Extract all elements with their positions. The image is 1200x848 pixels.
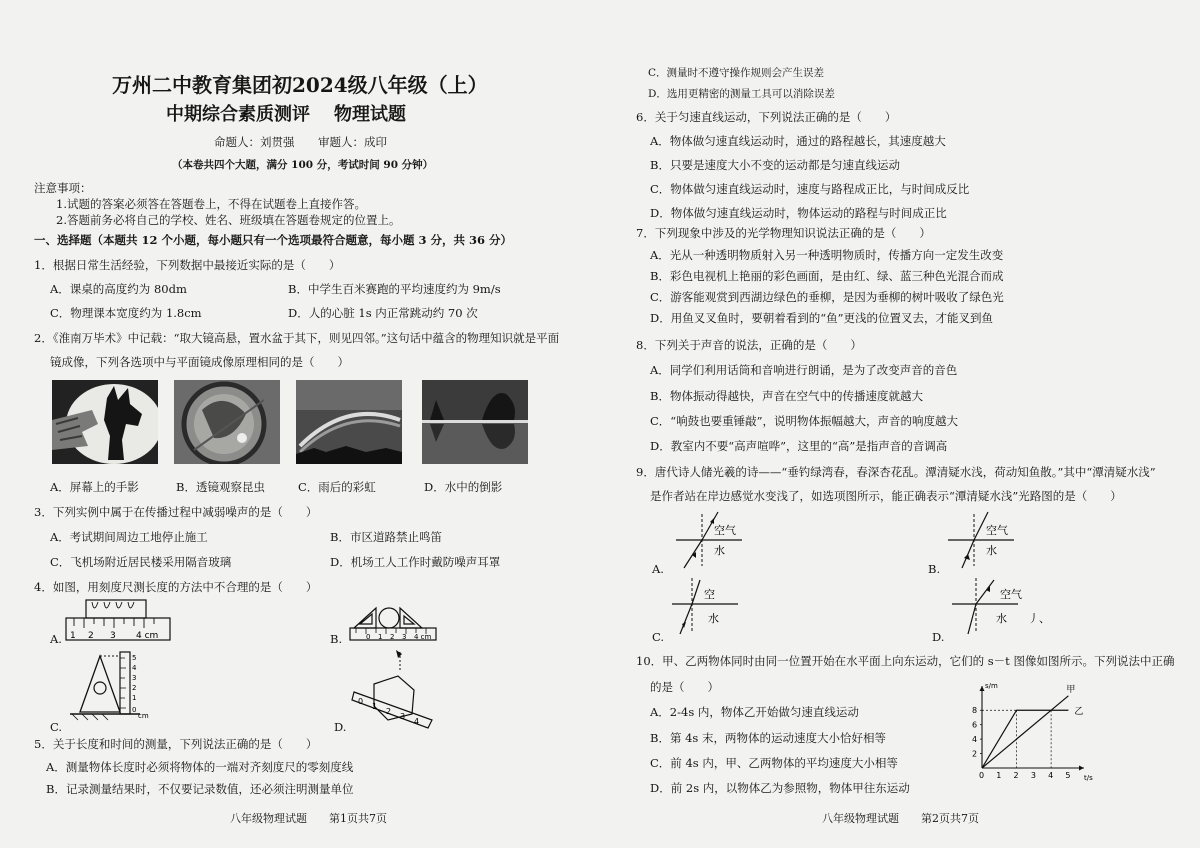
- question-9-stem-cont: 是作者站在岸边感觉水变浅了，如选项图所示，能正确表示“潭清疑水浅”光路图的是（ ）: [650, 489, 1122, 503]
- note-item: 1.试题的答案必须答在答题卷上，不得在试题卷上直接作答。: [56, 197, 366, 211]
- q10-option-d: D．前 2s 内，以物体乙为参照物，物体甲往东运动: [650, 781, 910, 795]
- q7-option-b: B．彩色电视机上艳丽的彩色画面，是由红、绿、蓝三种色光混合而成: [650, 269, 1004, 283]
- air-label: 空气: [1000, 588, 1022, 601]
- ruler-tick-label: 3: [132, 674, 137, 682]
- ruler-tick-label: 5: [132, 654, 137, 662]
- q4-option-c: C.: [50, 720, 63, 734]
- water-label: 水: [986, 544, 997, 557]
- ruler-tick-label: 0: [132, 706, 137, 714]
- q9-option-c: C.: [652, 630, 665, 644]
- question-9-stem: 9．唐代诗人储光羲的诗——“垂钓绿湾春，春深杏花乱。潭清疑水浅，荷动知鱼散。”其中“潭清疑水浅”: [636, 465, 1156, 479]
- exam-title-line1: 万州二中教育集团初2024级八年级（上）: [112, 73, 488, 97]
- q1-option-b: B．中学生百米赛跑的平均速度约为 9m/s: [288, 282, 501, 296]
- q4-option-b: B.: [330, 632, 343, 646]
- q7-option-d: D．用鱼叉叉鱼时，要朝着看到的“鱼”更浅的位置叉去，才能叉到鱼: [650, 311, 993, 325]
- q1-option-a: A．课桌的高度约为 80dm: [50, 282, 187, 296]
- ruler-tick-label: 2: [88, 631, 94, 641]
- question-6-stem: 6．关于匀速直线运动，下列说法正确的是（ ）: [636, 110, 897, 124]
- q9-option-b: B.: [928, 562, 941, 576]
- q2-option-c: C．雨后的彩虹: [298, 480, 376, 494]
- exam-title-line2: 中期综合素质测评: [166, 104, 310, 125]
- light-path-diagram-c: [666, 576, 746, 640]
- q8-option-b: B．物体振动得越快，声音在空气中的传播速度就越大: [650, 389, 923, 403]
- ruler-tick-label: 4 cm: [136, 631, 159, 641]
- q7-option-a: A．光从一种透明物质射入另一种透明物质时，传播方向一定发生改变: [650, 248, 1004, 262]
- x-tick-label: 0: [979, 771, 985, 780]
- handwritten-mark: 丿、: [1028, 612, 1050, 625]
- q5-option-c: C．测量时不遵守操作规则会产生误差: [648, 67, 825, 79]
- author-line: 命题人：刘贯强: [214, 135, 295, 149]
- ruler-tick-label: 3: [110, 631, 116, 641]
- y-tick-label: 8: [972, 706, 978, 716]
- question-2-stem-cont: 镜成像，下列各选项中与平面镜成像原理相同的是（ ）: [50, 355, 349, 369]
- section-heading: 一、选择题（本题共 12 个小题，每小题只有一个选项最符合题意，每小题 3 分，共 36 分）: [34, 233, 513, 247]
- question-7-stem: 7．下列现象中涉及的光学物理知识说法正确的是（ ）: [636, 226, 931, 240]
- q3-option-a: A．考试期间周边工地停止施工: [50, 530, 208, 544]
- q5-option-b: B．记录测量结果时，不仅要记录数值，还必须注明测量单位: [46, 782, 354, 796]
- x-tick-label: 2: [1013, 771, 1019, 780]
- question-8-stem: 8．下列关于声音的说法，正确的是（ ）: [636, 338, 862, 352]
- q9-option-d: D.: [932, 630, 945, 644]
- air-label: 空气: [986, 524, 1008, 537]
- rainbow-photo: [296, 380, 402, 464]
- q2-option-b: B．透镜观察昆虫: [176, 480, 265, 494]
- ruler-diagram-c: [70, 652, 160, 722]
- q6-option-b: B．只要是速度大小不变的运动都是匀速直线运动: [650, 158, 900, 172]
- series-line-yi: [982, 710, 1068, 768]
- q10-option-c: C．前 4s 内，甲、乙两物体的平均速度大小相等: [650, 756, 898, 770]
- ruler-tick-label: 2: [386, 707, 392, 716]
- ruler-tick-label: 3: [402, 633, 407, 641]
- page-footer: 八年级物理试题 第2页共7页: [822, 812, 979, 825]
- ruler-tick-label: 4 cm: [414, 633, 432, 641]
- y-tick-label: 6: [972, 720, 978, 730]
- q4-option-a: A.: [50, 632, 62, 646]
- q6-option-d: D．物体做匀速直线运动时，物体运动的路程与时间成正比: [650, 206, 947, 220]
- q1-option-d: D．人的心脏 1s 内正常跳动约 70 次: [288, 306, 478, 320]
- page-footer: 八年级物理试题 第1页共7页: [230, 812, 387, 825]
- reviewer-line: 审题人：成印: [318, 135, 387, 149]
- ruler-tick-label: 2: [132, 684, 137, 692]
- x-axis-label: t/s: [1084, 774, 1093, 782]
- q4-option-d: D.: [334, 720, 347, 734]
- y-axis-arrow: [980, 686, 985, 691]
- ruler-tick-label: 1: [70, 631, 76, 641]
- q2-option-d: D．水中的倒影: [424, 480, 503, 494]
- q5-option-d: D．选用更精密的测量工具可以消除误差: [648, 88, 835, 100]
- exam-page-2: [600, 0, 1200, 848]
- x-tick-label: 5: [1065, 771, 1071, 780]
- ruler-tick-label: 1: [372, 702, 378, 711]
- q3-option-c: C．飞机场附近居民楼采用隔音玻璃: [50, 555, 232, 569]
- ruler-tick-label: 1: [378, 633, 383, 641]
- notes-title: 注意事项：: [34, 181, 92, 195]
- subject-title: 物理试题: [334, 104, 406, 125]
- reflection-photo: [422, 380, 528, 464]
- q3-option-b: B．市区道路禁止鸣笛: [330, 530, 442, 544]
- ruler-tick-label: 2: [390, 633, 395, 641]
- q7-option-c: C．游客能观赏到西湖边绿色的垂柳，是因为垂柳的树叶吸收了绿色光: [650, 290, 1004, 304]
- note-item: 2.答题前务必将自己的学校、姓名、班级填在答题卷规定的位置上。: [56, 213, 401, 227]
- series-line-jia: [982, 696, 1068, 768]
- q2-option-a: A．屏幕上的手影: [50, 480, 139, 494]
- q9-option-a: A.: [652, 562, 664, 576]
- y-tick-label: 2: [972, 749, 978, 759]
- q6-option-a: A．物体做匀速直线运动时，通过的路程越长，其速度越大: [650, 134, 946, 148]
- ruler-tick-label: 1: [132, 694, 137, 702]
- q8-option-d: D．教室内不要“高声喧哗”，这里的“高”是指声音的音调高: [650, 439, 948, 453]
- question-10-stem-cont: 的是（ ）: [650, 680, 719, 694]
- water-label: 水: [714, 544, 725, 557]
- y-axis-label: s/m: [985, 682, 998, 690]
- exam-info: （本卷共四个大题，满分 100 分，考试时间 90 分钟）: [172, 159, 434, 171]
- ruler-tick-label: 0: [366, 633, 371, 641]
- x-tick-label: 3: [1030, 771, 1036, 780]
- ruler-tick-label: 0: [358, 697, 364, 706]
- ruler-diagram-a: [64, 598, 174, 650]
- q8-option-c: C．“响鼓也要重锤敲”，说明物体振幅越大，声音的响度越大: [650, 414, 959, 428]
- question-5-stem: 5．关于长度和时间的测量，下列说法正确的是（ ）: [34, 737, 318, 751]
- question-4-stem: 4．如图，用刻度尺测长度的方法中不合理的是（ ）: [34, 580, 318, 594]
- question-3-stem: 3．下列实例中属于在传播过程中减弱噪声的是（ ）: [34, 505, 318, 519]
- q10-option-b: B．第 4s 末，两物体的运动速度大小恰好相等: [650, 731, 886, 745]
- question-1-stem: 1．根据日常生活经验，下列数据中最接近实际的是（ ）: [34, 258, 341, 272]
- ruler-tick-label: 4: [414, 717, 420, 726]
- water-label: 水: [996, 612, 1007, 625]
- ruler-unit-label: cm: [138, 712, 149, 720]
- q1-option-c: C．物理课本宽度约为 1.8cm: [50, 306, 202, 320]
- x-tick-label: 4: [1048, 771, 1054, 780]
- light-path-diagram-d: [946, 576, 1056, 640]
- x-axis-arrow: [1079, 766, 1084, 771]
- light-path-diagram-b: [942, 510, 1022, 574]
- s-t-graph: [962, 682, 1092, 782]
- water-label: 水: [708, 612, 719, 625]
- ruler-diagram-b: [348, 604, 438, 644]
- series-label: 甲: [1066, 684, 1076, 695]
- q6-option-c: C．物体做匀速直线运动时，速度与路程成正比，与时间成反比: [650, 182, 970, 196]
- hand-shadow-photo: [52, 380, 158, 464]
- q8-option-a: A．同学们利用话筒和音响进行朗诵，是为了改变声音的音色: [650, 363, 958, 377]
- q5-option-a: A．测量物体长度时必须将物体的一端对齐刻度尺的零刻度线: [46, 760, 354, 774]
- ruler-tick-label: 4: [132, 664, 137, 672]
- air-label: 空: [704, 588, 715, 601]
- question-2-stem: 2．《淮南万毕术》中记载：“取大镜高悬，置水盆于其下，则见四邻。”这句话中蕴含的物理知识就是平面: [34, 331, 560, 345]
- magnifier-insect-photo: [174, 380, 280, 464]
- question-10-stem: 10．甲、乙两物体同时由同一位置开始在水平面上向东运动，它们的 s－t 图像如图所示。下列说法中正确: [636, 654, 1175, 668]
- air-label: 空气: [714, 524, 736, 537]
- ruler-tick-label: 3: [400, 712, 406, 721]
- x-tick-label: 1: [996, 771, 1002, 780]
- light-path-diagram-a: [670, 510, 750, 574]
- q10-option-a: A．2-4s 内，物体乙开始做匀速直线运动: [650, 705, 859, 719]
- q3-option-d: D．机场工人工作时戴防噪声耳罩: [330, 555, 501, 569]
- ruler-diagram-d: [352, 648, 442, 728]
- series-label: 乙: [1074, 707, 1084, 718]
- y-tick-label: 4: [972, 735, 978, 745]
